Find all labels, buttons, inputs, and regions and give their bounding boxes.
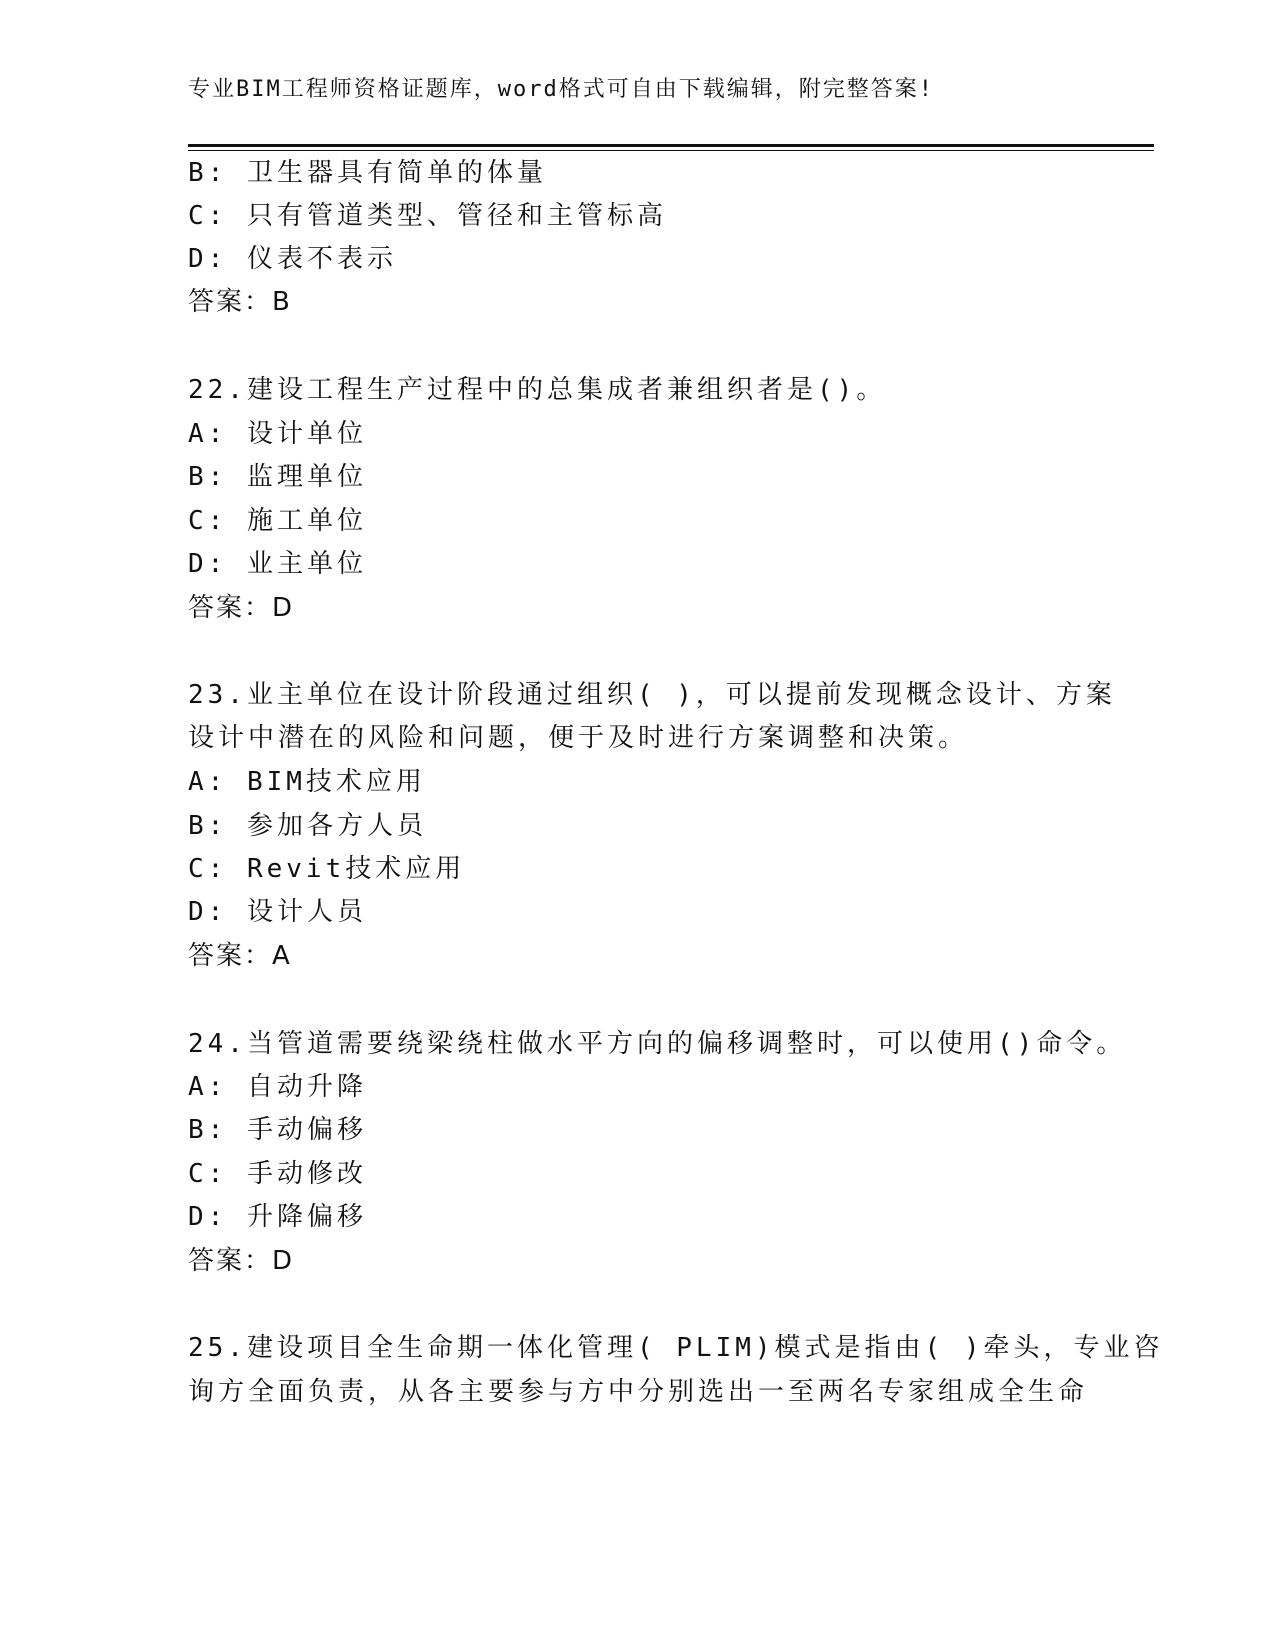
- q23-question-line1: 23.业主单位在设计阶段通过组织( )，可以提前发现概念设计、方案: [188, 680, 1116, 710]
- q24-option-a: A: 自动升降: [188, 1072, 367, 1102]
- q24-option-d: D: 升降偏移: [188, 1202, 367, 1232]
- page-header: 专业BIM工程师资格证题库，word格式可自由下载编辑，附完整答案!: [188, 77, 934, 102]
- q21-option-d: D: 仪表不表示: [188, 244, 397, 274]
- q24-option-b: B: 手动偏移: [188, 1115, 367, 1145]
- q23-option-c: C: Revit技术应用: [188, 854, 466, 884]
- q23-answer: 答案：A: [188, 941, 292, 971]
- q23-option-b: B: 参加各方人员: [188, 811, 427, 841]
- q22-option-c: C: 施工单位: [188, 506, 367, 536]
- q24-question: 24.当管道需要绕梁绕柱做水平方向的偏移调整时，可以使用()命令。: [188, 1029, 1127, 1059]
- q22-question: 22.建设工程生产过程中的总集成者兼组织者是()。: [188, 375, 887, 405]
- q23-question-line2: 设计中潜在的风险和问题，便于及时进行方案调整和决策。: [188, 723, 969, 753]
- q24-answer: 答案：D: [188, 1246, 295, 1276]
- q22-answer: 答案：D: [188, 593, 295, 623]
- q21-option-c: C: 只有管道类型、管径和主管标高: [188, 201, 667, 231]
- q21-option-b: B: 卫生器具有简单的体量: [188, 158, 547, 188]
- q23-option-d: D: 设计人员: [188, 897, 367, 927]
- q25-question-line2: 询方全面负责，从各主要参与方中分别选出一至两名专家组成全生命: [188, 1377, 1089, 1407]
- q23-option-a: A: BIM技术应用: [188, 767, 426, 797]
- q22-option-a: A: 设计单位: [188, 419, 367, 449]
- header-rule-thin: [188, 150, 1154, 151]
- q22-option-b: B: 监理单位: [188, 462, 367, 492]
- q22-option-d: D: 业主单位: [188, 549, 367, 579]
- q25-question-line1: 25.建设项目全生命期一体化管理( PLIM)模式是指由( )牵头，专业咨: [188, 1333, 1164, 1363]
- header-rule-thick: [188, 144, 1154, 147]
- q24-option-c: C: 手动修改: [188, 1159, 367, 1189]
- q21-answer: 答案：B: [188, 287, 292, 317]
